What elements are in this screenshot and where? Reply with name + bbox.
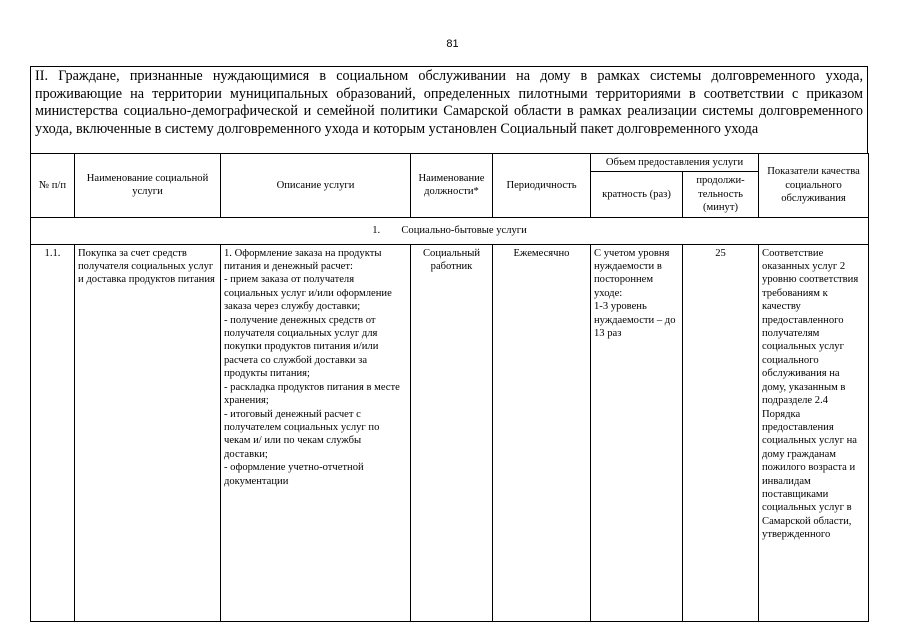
row-service-name: Покупка за счет средств получателя социальных услуг и доставка продуктов питания [75,244,221,621]
header-position: Наименование должности* [411,154,493,218]
section-title: Социально-бытовые услуги [401,224,527,236]
header-volume-group: Объем предоставления услуги [591,154,759,172]
header-row-1 [31,154,869,172]
header-multiplicity: кратность (раз) [591,172,683,217]
header-service-name: Наименование социальной услуги [75,154,221,218]
row-multiplicity: С учетом уровня нуждаемости в постороннем уходе: 1-3 уровень нуждаемости – до 13 раз [591,244,683,621]
row-quality: Соответствие оказанных услуг 2 уровню соответствия требованиям к качеству предоставленного получателям социальных услуг социального обслуживания на дому, указанным в подразделе 2.4 Порядка предоставления социальных услуг на дому гражданам пожилого возраста и инвалидам поставщиками социальных услуг в Самарской области, утвержденного [759,244,869,621]
section-row [31,217,869,244]
header-description: Описание услуги [221,154,411,218]
header-duration: продолжи-тельность (минут) [683,172,759,217]
row-num: 1.1. [31,244,75,621]
header-periodicity: Периодичность [493,154,591,218]
table-row [31,244,869,621]
page-number: 81 [446,38,459,50]
header-num: № п/п [31,154,75,218]
row-periodicity: Ежемесячно [493,244,591,621]
row-description: 1. Оформление заказа на продукты питания и денежный расчет: - прием заказа от получателя социальных услуг и/или оформление заказа через службу доставки; - получение денежных средств от получателя социальных услуг для покупки продуктов питания и/или расчета со службой доставки за продукты питания; - раскладка продуктов питания в месте хранения; - итоговый денежный расчет с получателем социальных услуг по чекам и/ или по чекам службы доставки; - оформление учетно-отчетной документации [221,244,411,621]
header-quality: Показатели качества социального обслуживания [759,154,869,218]
section-cell [31,217,869,244]
services-table [30,153,869,622]
section-number: 1. [372,224,381,236]
section-heading: II. Граждане, признанные нуждающимися в социальном обслуживании на дому в рамках системы долговременного ухода, проживающие на территории муниципальных образований, определенных пилотными территориями в соответствии с приказом министерства социально-демографической и семейной политики Самарской области в рамках реализации системы долговременного ухода, включенные в систему долговременного ухода и которым установлен Социальный пакет долговременного ухода [30,66,868,154]
row-duration: 25 [683,244,759,621]
row-position: Социальный работник [411,244,493,621]
